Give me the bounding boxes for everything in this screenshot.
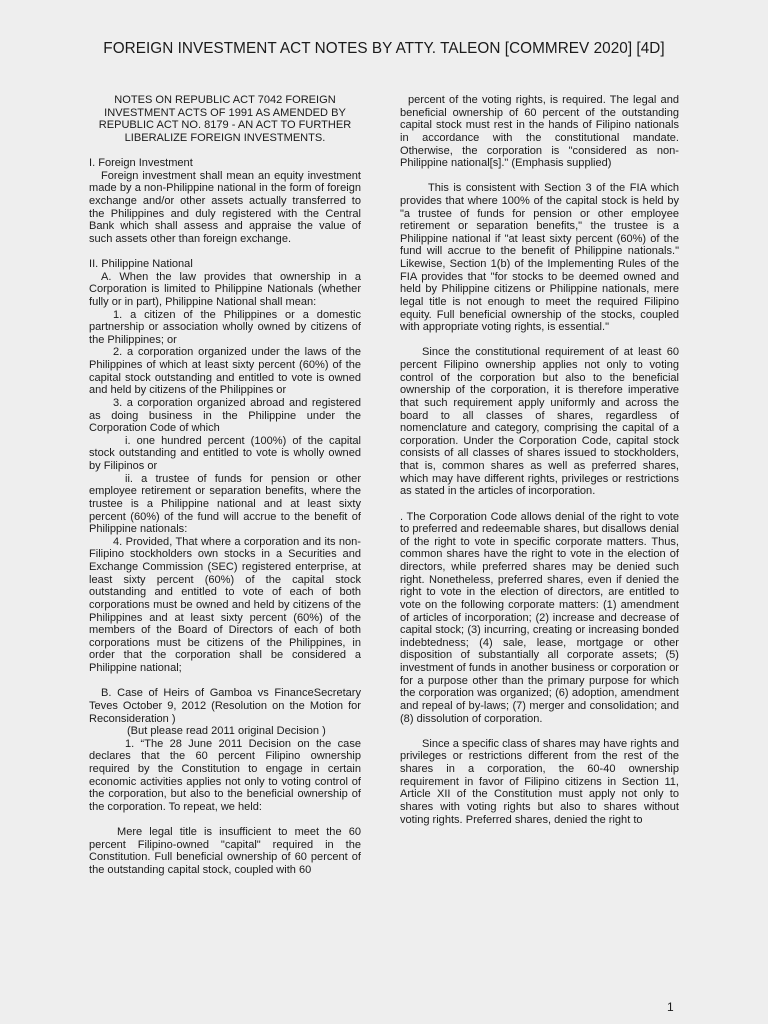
- paragraph-constitutional-requirement: Since the constitutional requirement of at least 60 percent Filipino ownership applies not only to voting control of the corporation but also to the beneficial ownership of the corporation, it is therefore imperative that such requirement apply uniformly and across the board to all classes of shares, regardless of nomenclature and category, comprising the capital of a corporation. Under the Corporation Code, capital stock consists of all classes of shares issued to stockholders, that is, common shares as well as preferred shares, which may have different rights, privileges or restrictions as stated in the articles of incorporation.: [400, 346, 679, 498]
- paragraph-quote-2: Mere legal title is insufficient to meet the 60 percent Filipino-owned "capital" required in the Constitution. Full beneficial ownership of 60 percent of the outstanding capital stock, coupled with 60: [89, 826, 361, 876]
- list-item-2: 2. a corporation organized under the laws of the Philippines of which at least sixty percent (60%) of the capital stock outstanding and entitled to vote is owned and held by citizens of the Philippines or: [89, 346, 361, 397]
- paragraph-section-3-fia: This is consistent with Section 3 of the FIA which provides that where 100% of the capital stock is held by "a trustee of funds for pension or other employee retirement or separation benefits," the trustee is a Philippine national if "at least sixty percent (60%) of the fund will accrue to the benefit of Philippine nationals." Likewise, Section 1(b) of the Implementing Rules of the FIA provides that "for stocks to be deemed owned and held by Philippine citizens or Philippine nationals, mere legal title is not enough to meet the required Filipino equity. Full beneficial ownership of the stocks, coupled with appropriate voting rights, is essential.": [400, 182, 679, 334]
- list-item-1: 1. a citizen of the Philippines or a domestic partnership or association wholly owned by citizens of the Philippines; or: [89, 308, 361, 346]
- paragraph-section-a: A. When the law provides that ownership in a Corporation is limited to Philippine Nationals (whether fully or in part), Philippine National shall mean:: [89, 270, 361, 308]
- document-title: NOTES ON REPUBLIC ACT 7042 FOREIGN INVESTMENT ACTS OF 1991 AS AMENDED BY REPUBLIC ACT NO. 8179 - AN ACT TO FURTHER LIBERALIZE FOREIGN INVESTMENTS.: [98, 94, 352, 144]
- paragraph-quote-1: 1. “The 28 June 2011 Decision on the case declares that the 60 percent Filipino ownership required by the Constitution to engage in certain economic activities applies not only to voting control of the corporation, but also to the beneficial ownership of the corporation. To repeat, we held:: [89, 737, 361, 813]
- paragraph-foreign-investment-definition: Foreign investment shall mean an equity investment made by a non-Philippine national in the form of foreign exchange and/or other assets actually transferred to the Philippines and duly registered with the Central Bank which shall assess and appraise the value of such assets other than foreign exchange.: [89, 169, 361, 245]
- page-header: FOREIGN INVESTMENT ACT NOTES BY ATTY. TALEON [COMMREV 2020] [4D]: [103, 40, 665, 57]
- paragraph-section-b-note: (But please read 2011 original Decision ): [127, 725, 326, 738]
- list-item-3: 3. a corporation organized abroad and registered as doing business in the Philippine under the Corporation Code of which: [89, 396, 361, 435]
- paragraph-specific-class-shares: Since a specific class of shares may have rights and privileges or restrictions different from the rest of the shares in a corporation, the 60-40 ownership requirement in favor of Filipino citizens in Section 11, Article XII of the Constitution must apply not only to shares with voting rights but also to shares without voting rights. Preferred shares, denied the right to: [400, 737, 679, 826]
- page-number: 1: [667, 1000, 674, 1014]
- list-item-3-ii: ii. a trustee of funds for pension or other employee retirement or separation benefits, where the trustee is a Philippine national and at least sixty percent (60%) of the fund will accrue to the benefit of Philippine nationals:: [89, 472, 361, 536]
- paragraph-section-b: B. Case of Heirs of Gamboa vs FinanceSecretary Teves October 9, 2012 (Resolution on the Motion for Reconsideration ): [89, 687, 361, 725]
- section-heading-foreign-investment: I. Foreign Investment: [89, 157, 193, 170]
- right-column: [400, 94, 679, 826]
- section-heading-philippine-national: II. Philippine National: [89, 258, 193, 271]
- paragraph-corporation-code: . The Corporation Code allows denial of the right to vote to preferred and redeemable shares, but disallows denial of the right to vote in specific corporate matters. Thus, common shares have the right to vote in the election of directors, while preferred shares may be denied such right. Nonetheless, preferred shares, even if denied the right to vote in the election of directors, are entitled to vote on the following corporate matters: (1) amendment of articles of incorporation; (2) increase and decrease of capital stock; (3) incurring, creating or increasing bonded indebtedness; (4) sale, lease, mortgage or other disposition of substantially all corporate assets; (5) investment of funds in another business or corporation or for a purpose other than the primary purpose for which the corporation was organized; (6) adoption, amendment and repeal of by-laws; (7) merger and consolidation; and (8) dissolution of corporation.: [400, 510, 679, 725]
- left-column: [89, 94, 361, 877]
- paragraph-voting-rights: percent of the voting rights, is required. The legal and beneficial ownership of 60 percent of the outstanding capital stock must rest in the hands of Filipino nationals in accordance with the constitutional mandate. Otherwise, the corporation is "considered as non-Philippine national[s]." (Emphasis supplied): [400, 94, 679, 170]
- list-item-4: 4. Provided, That where a corporation and its non-Filipino stockholders own stocks in a Securities and Exchange Commission (SEC) registered enterprise, at least sixty percent (60%) of the capital stock outstanding and entitled to vote of each of both corporations must be owned and held by citizens of the Philippines and at least sixty percent (60%) of the members of the Board of Directors of each of both corporations must be citizens of the Philippines, in order that the corporation shall be considered a Philippine national;: [89, 535, 361, 675]
- list-item-3-i: i. one hundred percent (100%) of the capital stock outstanding and entitled to vote is wholly owned by Filipinos or: [89, 434, 361, 473]
